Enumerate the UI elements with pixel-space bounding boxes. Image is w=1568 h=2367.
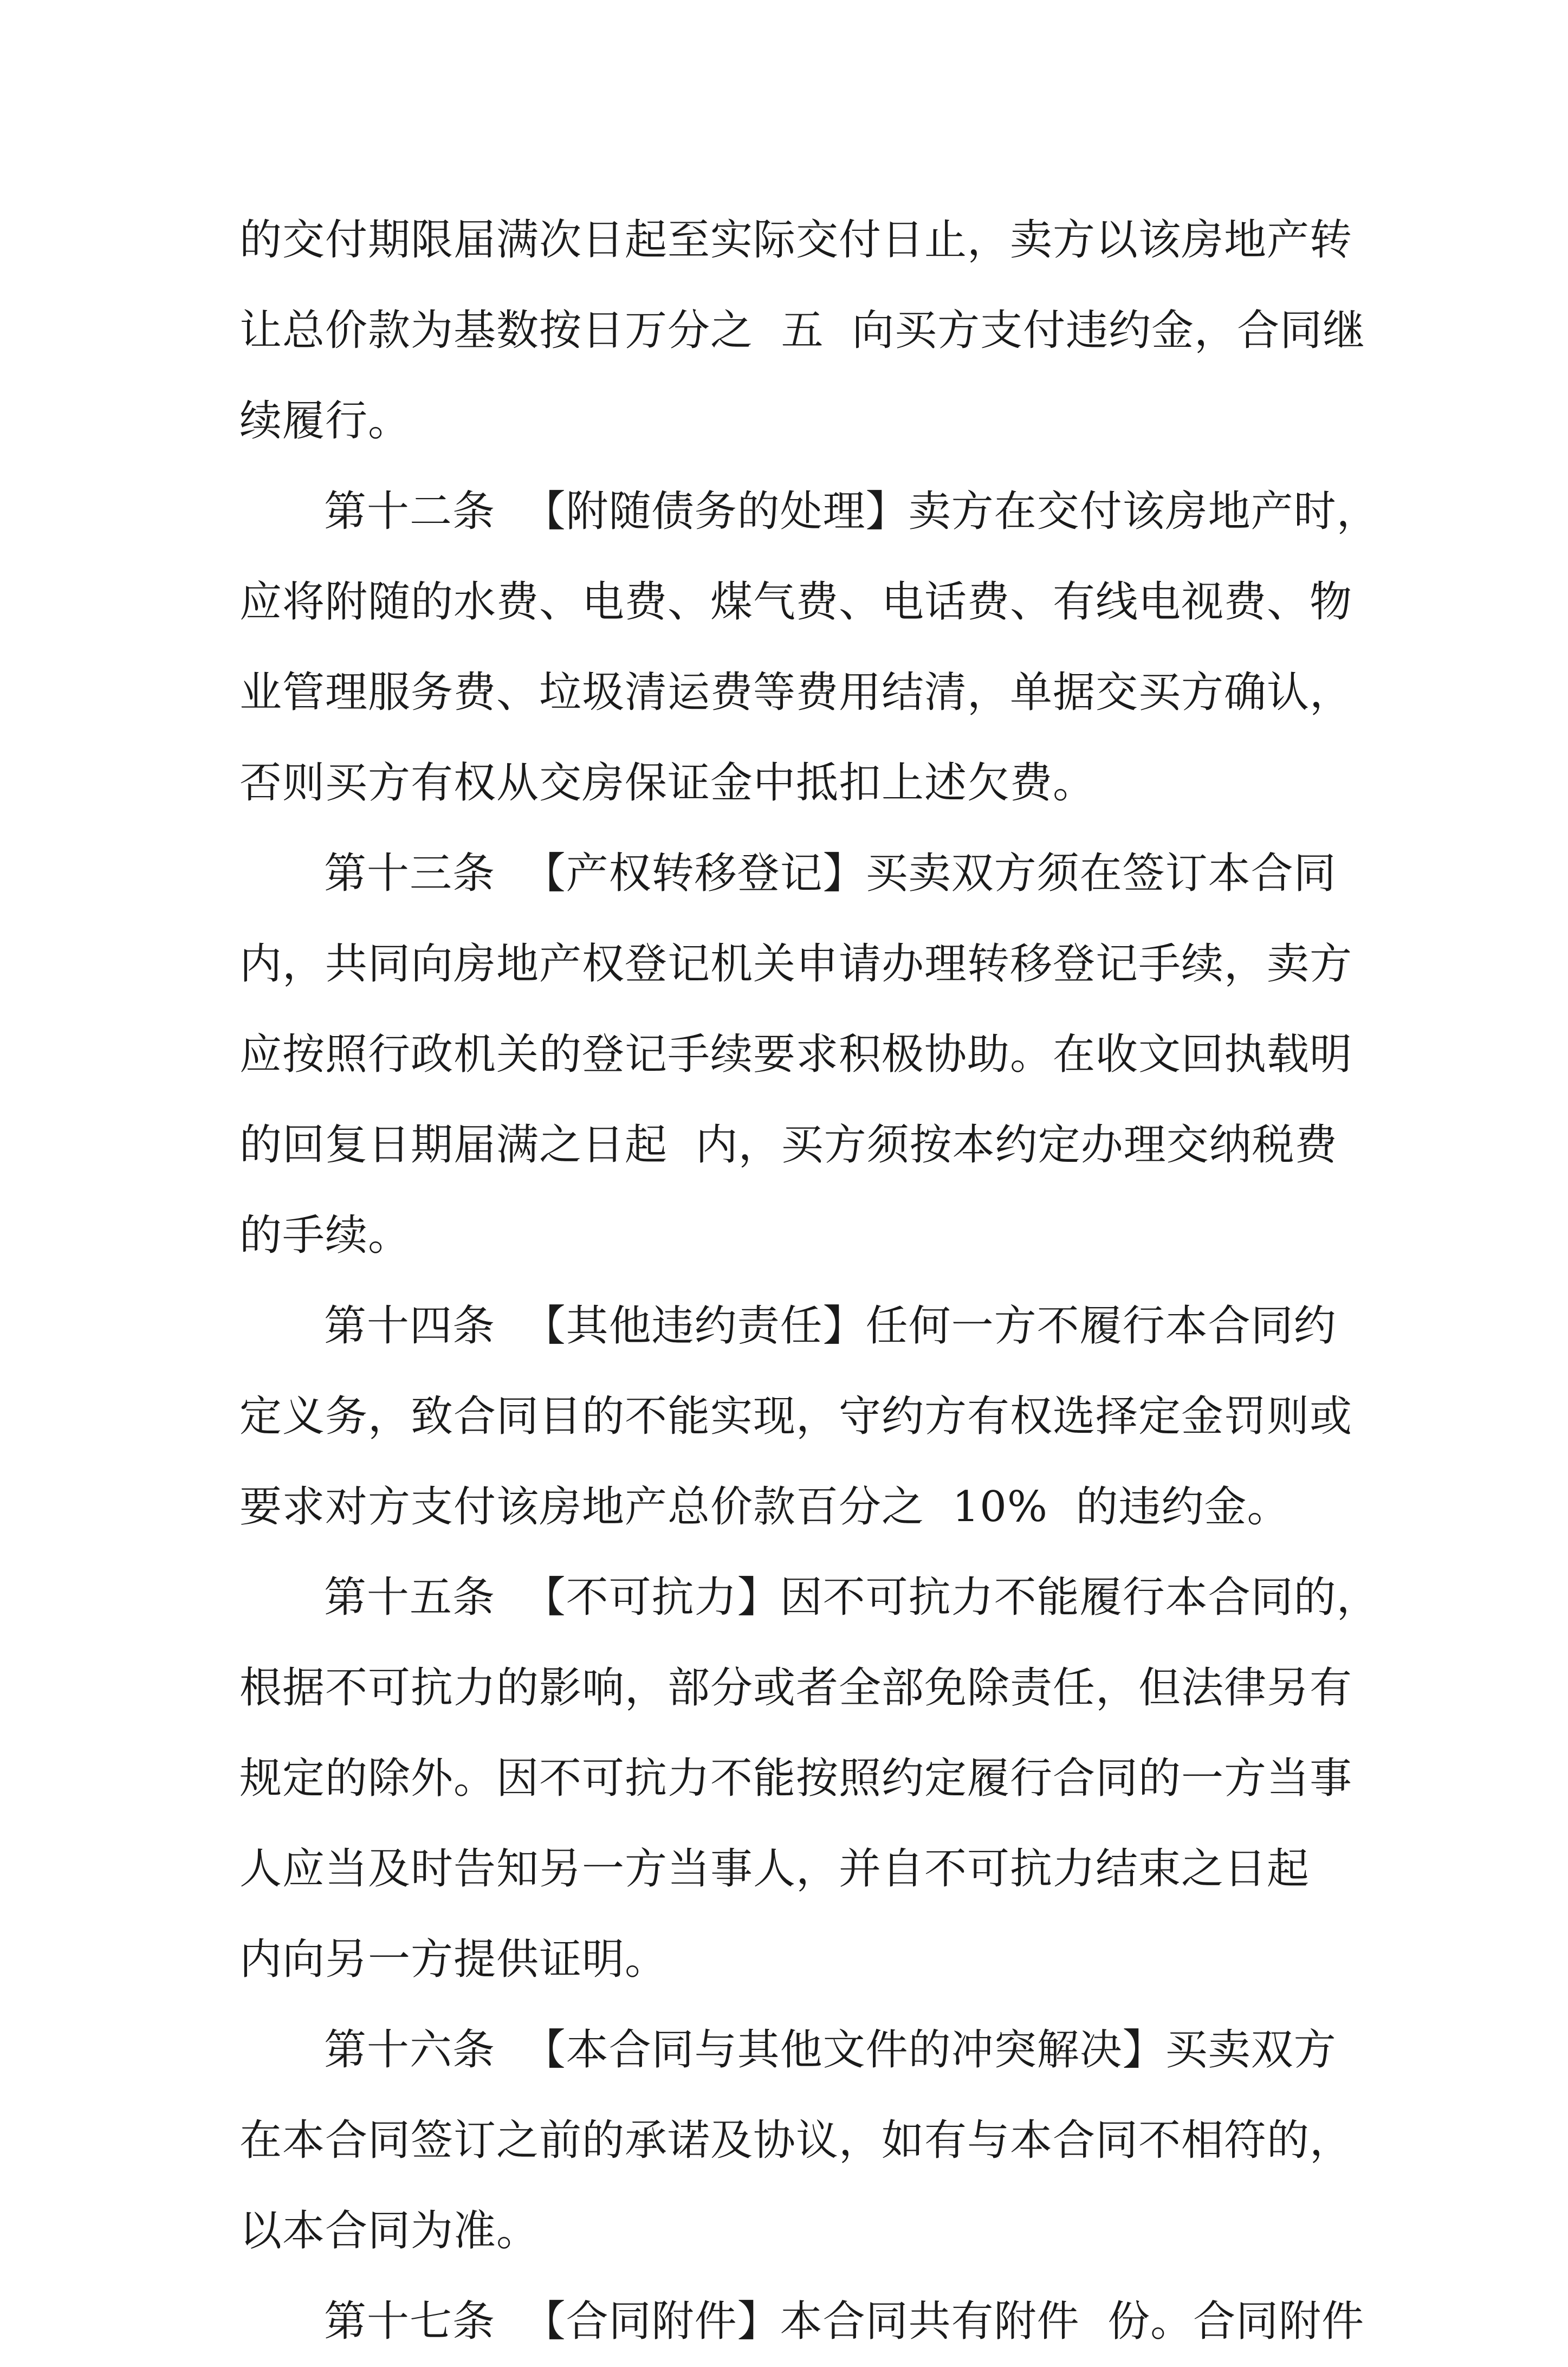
paragraph-article-13	[239, 829, 1353, 1281]
text-line: 人应当及时告知另一方当事人，并自不可抗力结束之日起	[239, 1845, 1310, 1893]
contract-text	[239, 195, 1379, 2367]
paragraph-continuation	[239, 195, 1366, 467]
paragraph-article-16	[239, 2005, 1353, 2277]
paragraph-article-14	[239, 1281, 1353, 1553]
paragraph-article-12	[239, 467, 1379, 829]
text-line: 的回复日期届满之日起 内，买方须按本约定办理交纳税费	[239, 1121, 1338, 1169]
text-line: 的交付期限届满次日起至实际交付日止，卖方以该房地产转	[239, 216, 1353, 264]
text-line: 内，共同向房地产权登记机关申请办理转移登记手续，卖方	[239, 940, 1353, 988]
text-line: 否则买方有权从交房保证金中抵扣上述欠费。	[239, 759, 1096, 807]
text-line: 第十七条 【合同附件】本合同共有附件 份。合同附件	[324, 2297, 1365, 2346]
text-line: 应按照行政机关的登记手续要求积极协助。在收文回执载明	[239, 1030, 1353, 1079]
text-line: 第十四条 【其他违约责任】任何一方不履行本合同约	[324, 1302, 1337, 1350]
paragraph-article-15	[239, 1553, 1379, 2005]
text-line: 内向另一方提供证明。	[239, 1935, 668, 1984]
text-line: 第十六条 【本合同与其他文件的冲突解决】买卖双方	[324, 2026, 1337, 2074]
text-line: 第十三条 【产权转移登记】买卖双方须在签订本合同	[324, 849, 1337, 898]
text-line: 应将附随的水费、电费、煤气费、电话费、有线电视费、物	[239, 578, 1353, 626]
text-line: 第十二条 【附随债务的处理】卖方在交付该房地产时，	[324, 487, 1379, 536]
text-line: 要求对方支付该房地产总价款百分之 10% 的违约金。	[239, 1483, 1290, 1531]
text-line: 业管理服务费、垃圾清运费等费用结清，单据交买方确认，	[239, 668, 1353, 717]
text-line: 第十五条 【不可抗力】因不可抗力不能履行本合同的，	[324, 1573, 1379, 1622]
text-line: 定义务，致合同目的不能实现，守约方有权选择定金罚则或	[239, 1392, 1353, 1441]
text-line: 规定的除外。因不可抗力不能按照约定履行合同的一方当事	[239, 1754, 1353, 1803]
text-line: 在本合同签订之前的承诺及协议，如有与本合同不相符的，	[239, 2116, 1353, 2165]
paragraph-article-17	[239, 2277, 1365, 2367]
text-line: 的手续。	[239, 1211, 411, 1260]
text-line: 以本合同为准。	[239, 2207, 540, 2255]
text-line: 让总价款为基数按日万分之 五 向买方支付违约金，合同继	[239, 306, 1366, 355]
text-line: 根据不可抗力的影响，部分或者全部免除责任，但法律另有	[239, 1664, 1353, 1712]
text-line: 续履行。	[239, 397, 411, 445]
